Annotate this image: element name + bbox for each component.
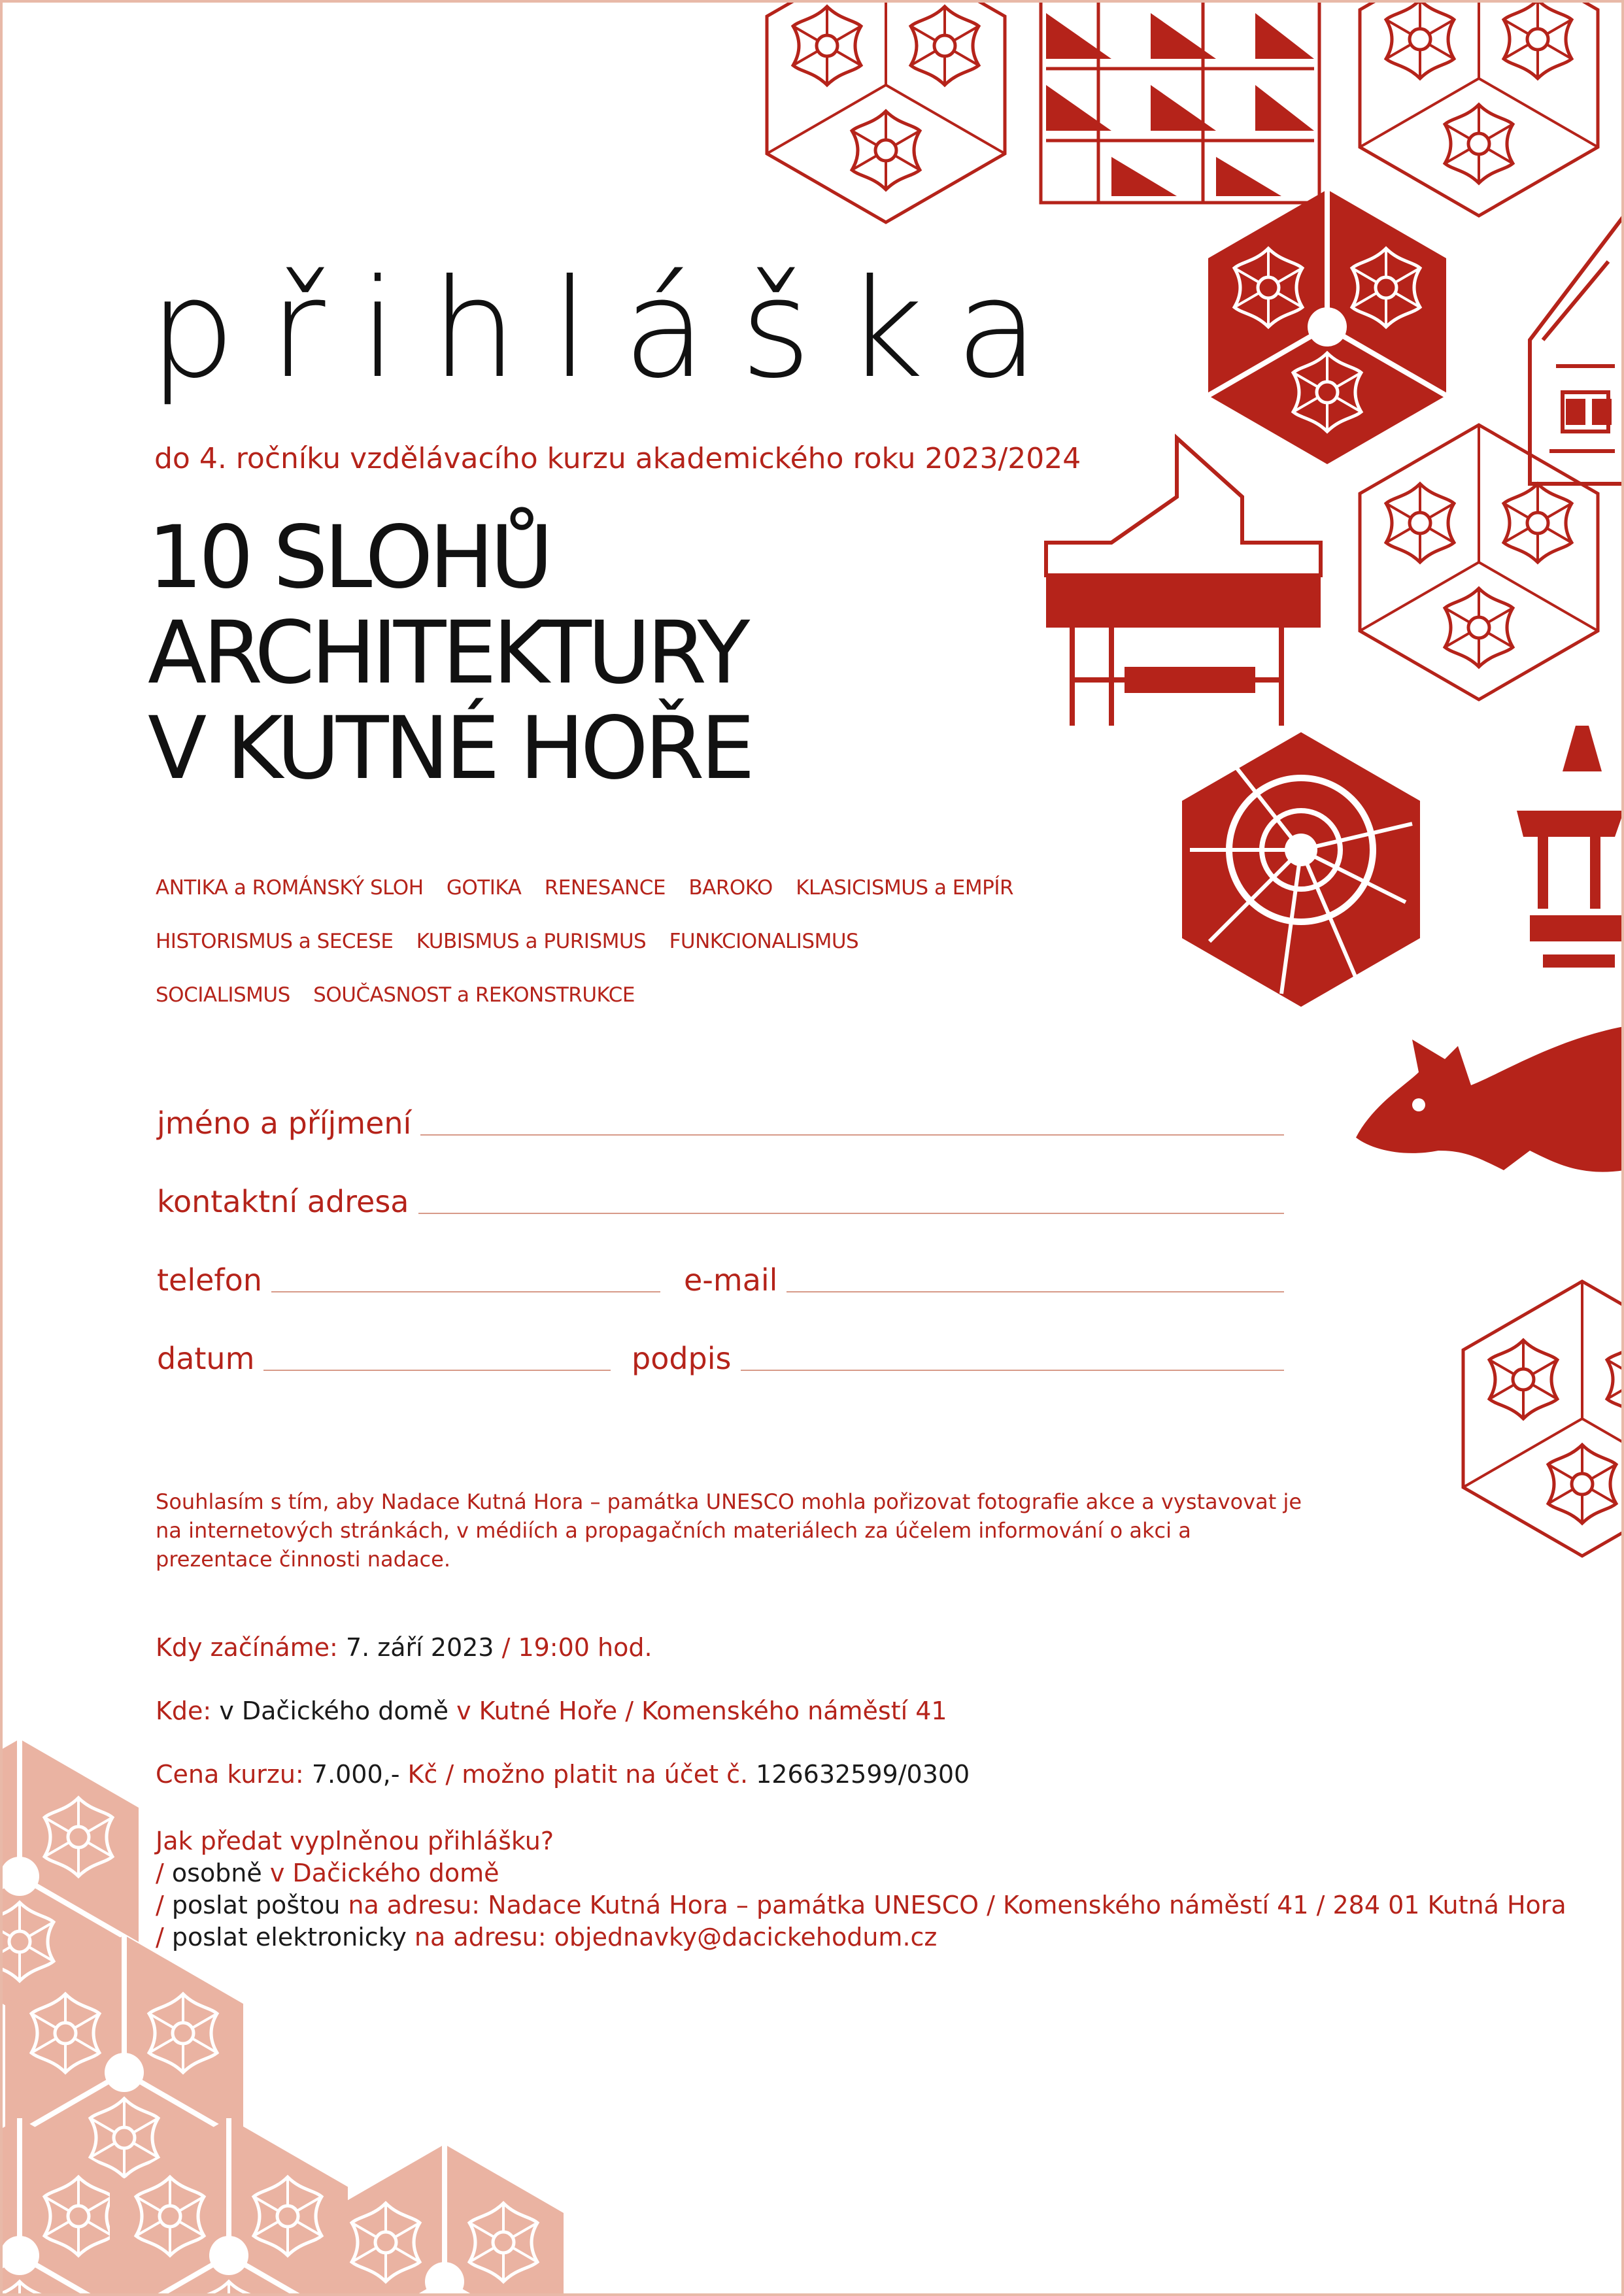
start-info	[156, 1633, 652, 1662]
phone-input-line[interactable]	[271, 1290, 660, 1292]
bank-account: 126632599/0300	[756, 1760, 970, 1789]
price-info	[156, 1760, 970, 1789]
style-item: SOCIALISMUS	[156, 983, 290, 1007]
start-date: 7. září 2023	[345, 1633, 494, 1662]
submission-option: / poslat elektronicky na adresu: objednavky@dacickehodum.cz	[156, 1923, 938, 1951]
facade-illustration	[1041, 0, 1319, 203]
styles-list-row	[156, 876, 1030, 900]
signature-input-line[interactable]	[741, 1368, 1285, 1371]
style-item: KLASICISMUS a EMPÍR	[796, 876, 1014, 900]
phone-field[interactable]	[157, 1262, 660, 1298]
ornament-tile	[1463, 1281, 1624, 1556]
style-item: RENESANCE	[544, 876, 666, 900]
course-title-line: ARCHITEKTURY	[148, 603, 747, 703]
submission-question: Jak předat vyplněnou přihlášku?	[156, 1827, 554, 1855]
style-item: FUNKCIONALISMUS	[669, 930, 859, 953]
email-field[interactable]	[684, 1262, 1284, 1298]
style-item: KUBISMUS a PURISMUS	[416, 930, 647, 953]
gargoyle-illustration	[1356, 1026, 1624, 1172]
building-illustration	[1530, 216, 1624, 484]
email-link[interactable]: na adresu: objednavky@dacickehodum.cz	[406, 1923, 938, 1951]
styles-list-row	[156, 983, 652, 1007]
date-field[interactable]	[157, 1343, 611, 1374]
place-info	[156, 1697, 947, 1725]
course-title-line: V KUTNÉ HOŘE	[148, 698, 751, 799]
course-title-line: 10 SLOHŮ	[148, 507, 550, 608]
start-separator: /	[494, 1633, 518, 1662]
ornament-tile	[1360, 0, 1598, 216]
address-label: kontaktní adresa	[157, 1184, 409, 1219]
signature-field[interactable]	[632, 1343, 1284, 1374]
email-input-line[interactable]	[787, 1290, 1284, 1292]
style-item: BAROKO	[688, 876, 773, 900]
name-input-line[interactable]	[420, 1133, 1284, 1136]
price-payment-note: Kč / možno platit na účet č.	[399, 1760, 756, 1789]
ornament-tile	[1360, 425, 1598, 700]
ornament-tile	[326, 2144, 564, 2296]
ornament-tile	[1208, 190, 1446, 464]
styles-list-row	[156, 930, 875, 953]
phone-label: telefon	[157, 1262, 262, 1298]
email-label: e-mail	[684, 1262, 778, 1298]
address-input-line[interactable]	[418, 1211, 1285, 1214]
submission-option: / poslat poštou na adresu: Nadace Kutná Hora – památka UNESCO / Komenského náměstí 41 / 284 01 Kutná Hora	[156, 1891, 1566, 1919]
fountain-illustration	[1517, 726, 1624, 968]
style-item: GOTIKA	[446, 876, 522, 900]
style-item: SOUČASNOST a REKONSTRUKCE	[313, 983, 635, 1007]
place-label: Kde:	[156, 1697, 220, 1725]
name-label: jméno a příjmení	[157, 1106, 412, 1141]
place-name: v Dačického domě	[219, 1697, 448, 1725]
page-title: přihláška	[149, 250, 1074, 409]
place-address: v Kutné Hoře / Komenského náměstí 41	[448, 1697, 947, 1725]
start-label: Kdy začínáme:	[156, 1633, 346, 1662]
name-field[interactable]	[157, 1106, 1284, 1141]
submission-info	[156, 1825, 1566, 1953]
subtitle: do 4. ročníku vzdělávacího kurzu akademického roku 2023/2024	[154, 442, 1081, 475]
signature-label: podpis	[632, 1341, 732, 1376]
submission-option: / osobně v Dačického domě	[156, 1859, 499, 1887]
style-item: HISTORISMUS a SECESE	[156, 930, 394, 953]
start-time: 19:00 hod.	[518, 1633, 652, 1662]
date-input-line[interactable]	[263, 1368, 611, 1371]
rooftop-illustration	[1046, 438, 1321, 726]
date-label: datum	[157, 1341, 255, 1376]
style-item: ANTIKA a ROMÁNSKÝ SLOH	[156, 876, 424, 900]
staircase-illustration	[1182, 732, 1420, 1007]
price-label: Cena kurzu:	[156, 1760, 312, 1789]
ornament-tile	[767, 0, 1005, 222]
consent-text: Souhlasím s tím, aby Nadace Kutná Hora – památka UNESCO mohla pořizovat fotografie akce a vystavovat je na internetových stránkách, v médiích a propagačních materiálech za účelem informování o akci a prezentace činnosti nadace.	[156, 1489, 1302, 1572]
course-title	[148, 507, 751, 799]
address-field[interactable]	[157, 1184, 1284, 1219]
price-amount: 7.000,-	[311, 1760, 400, 1789]
